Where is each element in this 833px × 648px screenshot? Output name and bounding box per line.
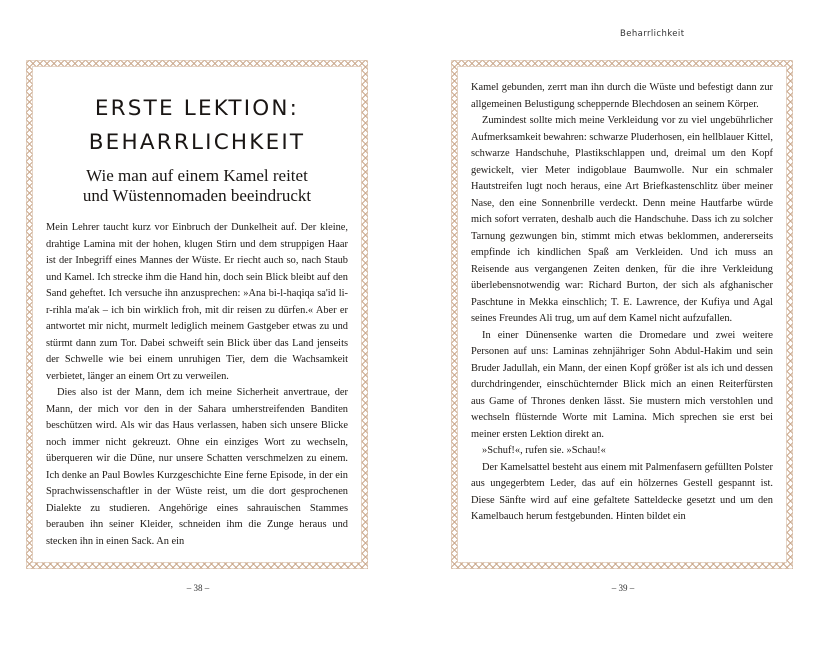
chapter-title-line-1: ERSTE LEKTION: — [94, 96, 300, 121]
left-page-frame — [26, 60, 368, 569]
subtitle-line-1: Wie man auf einem Kamel reitet — [86, 166, 308, 185]
running-head: Beharrlichkeit — [620, 29, 685, 39]
chapter-title — [46, 92, 348, 160]
left-page-content — [46, 80, 348, 548]
paragraph: Kamel gebunden, zerrt man ihn durch die Wüste und befestigt dann zur allgemeinen Belustigung scheppernde Blechdosen an seinem Körper. — [471, 82, 773, 110]
paragraph: Zumindest sollte mich meine Verkleidung vor zu viel ungebührlicher Aufmerksamkeit bewahren: schwarze Pluderhosen, ein hellblauer Kittel, schwarze Handschuhe, Plastikschlappen und, dreimal um den Kopf gewickelt, vier Meter indigoblaue Baumwolle. Nur ein schmaler Hautstreifen lugt noch heraus, eine Art Briefkastenschlitz über meiner Nase, den eine Sonnenbrille verdeckt. Denn meine Hautfarbe würde mich sofort verraten, deshalb auch die Handschuhe. Dass ich zu solcher Tarnung gezwungen bin, stimmt mich etwas beklommen, andererseits empfinde ich kindlichen Spaß am Verkleiden. Und ich muss an Reisende aus vergangenen Zeiten denken, für die ihre Verkleidung überlebensnotwendig war: Richard Burton, der sich als afghanischer Paschtune in Mekka einschlich; T. E. Lawrence, der Kufiya und Agal seines Freundes Ali trug, um auf dem Kamel nicht aufzufallen. — [471, 115, 773, 324]
paragraph: In einer Dünensenke warten die Dromedare und zwei weitere Personen auf uns: Laminas zehnjähriger Sohn Abdul-Hakim und sein Bruder Jadullah, ein Mann, der einen Kopf größer ist als ich und dessen durchdringender, einschüchternder Blick mich an einen Reiterfürsten aus Game of Thrones denken lässt. Sie mustern mich verstohlen und wechseln flüsternde Worte mit Lamina. Mich sprechen sie erst bei meiner ersten Lektion direkt an. — [471, 329, 773, 440]
chapter-title-line-2: BEHARRLICHKEIT — [88, 130, 306, 155]
page-number-left: – 38 – — [186, 583, 210, 593]
subtitle-line-2: und Wüstennomaden beeindruckt — [82, 186, 312, 205]
paragraph: Mein Lehrer taucht kurz vor Einbruch der Dunkelheit auf. Der kleine, drahtige Lamina mit der hohen, klugen Stirn und dem struppigen Haar ist der Inbegriff eines Mannes der Wüste. Er riecht auch so, nach Staub und Kamel. Ich strecke ihm die Hand hin, doch sein Blick bleibt auf den Sand geheftet. Ich versuche ihn anzusprechen: »Ana bi-l-haqiqa sa'id li-r-rihla ma'ak – ich bin wirklich froh, mit dir reisen zu dürfen.« Aber er antwortet mir nicht, murmelt lediglich meinem Gastgeber etwas zu und stürmt dann zum Tor. Dabei schweift sein Blick über das Land jenseits der Schwelle wie bei einem unruhigen Tier, dem die Wachsamkeit verbietet, länger an einem Ort zu verweilen. — [46, 222, 348, 382]
chapter-subtitle — [46, 166, 348, 206]
page-number-right: – 39 – — [611, 583, 635, 593]
paragraph: »Schuf!«, rufen sie. »Schau!« — [482, 445, 606, 456]
paragraph: Dies also ist der Mann, dem ich meine Sicherheit anvertraue, der Mann, der mich vor den in der Sahara umherstreifenden Banditen beschützen wird. Als wir das Haus verlassen, haben sich unsere Blicke noch immer nicht gekreuzt. Ohne ein einziges Wort zu wechseln, überqueren wir die Düne, nur unsere Schatten verschmelzen zu einem. Ich denke an Paul Bowles Kurzgeschichte Eine ferne Episode, in der ein Sprachwissenschaftler in der Wüste reist, um die dort gesprochenen Dialekte zu studieren. Angehörige eines sahrauischen Stammes berauben ihn seiner Kleider, schneiden ihm die Zunge heraus und stecken ihn in einen Sack. An ein — [46, 387, 348, 547]
right-page-content — [471, 80, 773, 548]
right-page-frame — [451, 60, 793, 569]
paragraph: Der Kamelsattel besteht aus einem mit Palmenfasern gefüllten Polster aus ungegerbtem Leder, das auf ein hölzernes Gestell gespannt ist. Diese Sänfte wird auf eine gefaltete Satteldecke gesetzt und um den Kamelbauch herum festgebunden. Hinten bildet ein — [471, 461, 773, 522]
